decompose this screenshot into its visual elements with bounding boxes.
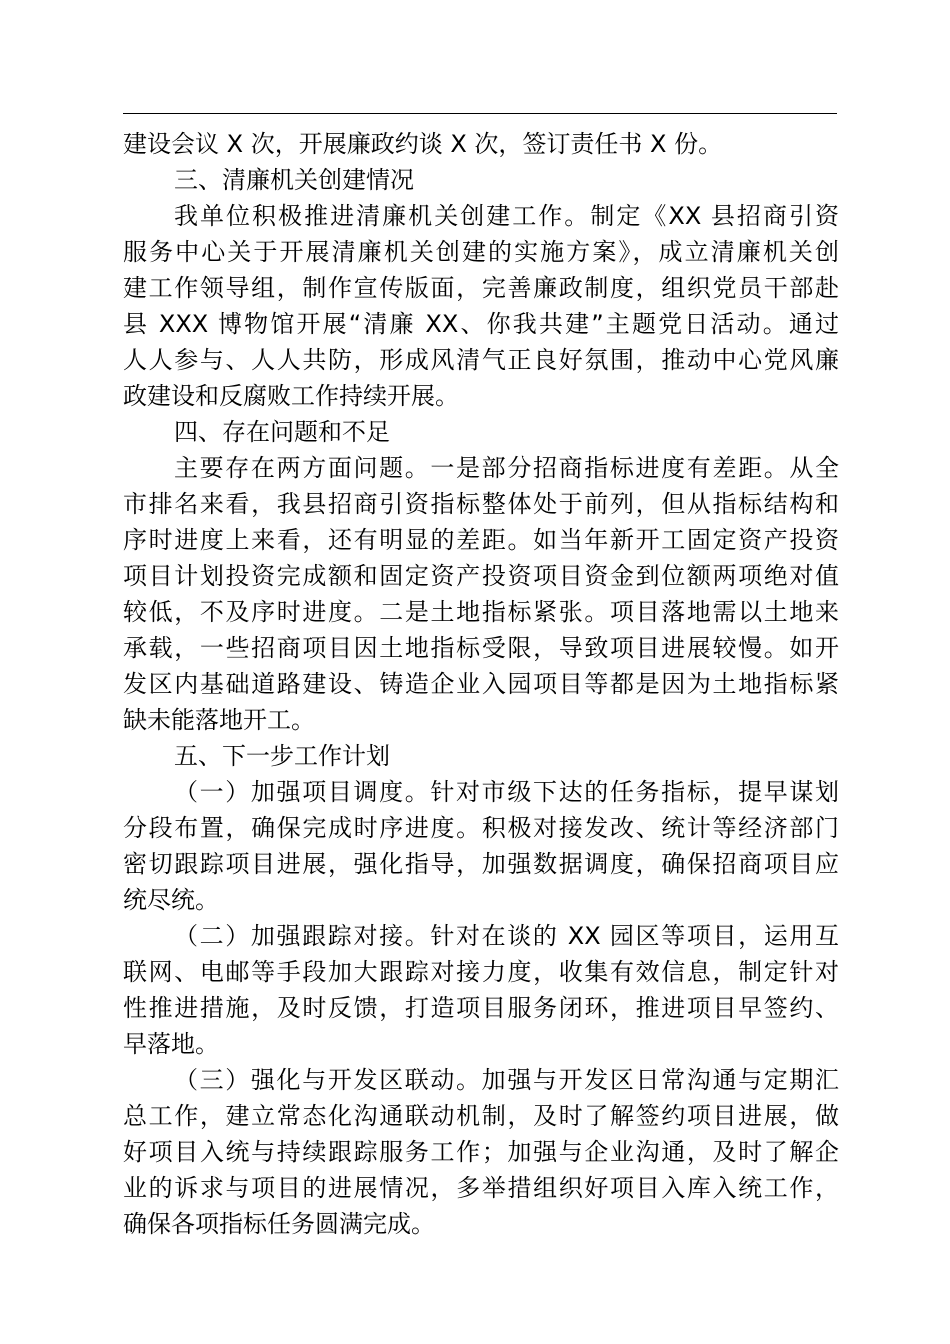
text-line: 总工作，建立常态化沟通联动机制，及时了解签约项目进展，做 — [123, 1102, 839, 1130]
text-line: 分段布置，确保完成时序进度。积极对接发改、统计等经济部门 — [123, 814, 839, 842]
text-line: 建设会议 X 次，开展廉政约谈 X 次，签订责任书 X 份。 — [123, 130, 723, 158]
text-line: 联网、电邮等手段加大跟踪对接力度，收集有效信息，制定针对 — [123, 958, 839, 986]
text-line: 项目计划投资完成额和固定资产投资项目资金到位额两项绝对值 — [123, 562, 839, 590]
text-line: 确保各项指标任务圆满完成。 — [123, 1210, 435, 1238]
text-line: 承载，一些招商项目因土地指标受限，导致项目进展较慢。如开 — [123, 634, 839, 662]
section-heading-5: 五、下一步工作计划 — [174, 742, 390, 770]
text-line: 序时进度上来看，还有明显的差距。如当年新开工固定资产投资 — [123, 526, 839, 554]
text-line: 我单位积极推进清廉机关创建工作。制定《XX 县招商引资 — [174, 202, 839, 230]
text-line: 密切跟踪项目进展，强化指导，加强数据调度，确保招商项目应 — [123, 850, 839, 878]
text-line: 业的诉求与项目的进展情况，多举措组织好项目入库入统工作， — [123, 1174, 839, 1202]
header-rule — [123, 113, 837, 114]
document-body — [123, 126, 839, 1242]
text-line: （三）强化与开发区联动。加强与开发区日常沟通与定期汇 — [174, 1066, 839, 1094]
section-heading-4: 四、存在问题和不足 — [174, 418, 390, 446]
text-line: 人人参与、人人共防，形成风清气正良好氛围，推动中心党风廉 — [123, 346, 839, 374]
text-line: 缺未能落地开工。 — [123, 706, 315, 734]
text-line: 发区内基础道路建设、铸造企业入园项目等都是因为土地指标紧 — [123, 670, 839, 698]
text-line: 统尽统。 — [123, 886, 219, 914]
text-line: 性推进措施，及时反馈，打造项目服务闭环，推进项目早签约、 — [123, 994, 839, 1022]
text-line: 主要存在两方面问题。一是部分招商指标进度有差距。从全 — [174, 454, 839, 482]
text-line: 政建设和反腐败工作持续开展。 — [123, 382, 459, 410]
text-line: 建工作领导组，制作宣传版面，完善廉政制度，组织党员干部赴 — [123, 274, 839, 302]
text-line: （二）加强跟踪对接。针对在谈的 XX 园区等项目，运用互 — [174, 922, 839, 950]
text-line: 市排名来看，我县招商引资指标整体处于前列，但从指标结构和 — [123, 490, 839, 518]
text-line: 县 XXX 博物馆开展“清廉 XX、你我共建”主题党日活动。通过 — [123, 310, 839, 338]
text-line: 早落地。 — [123, 1030, 219, 1058]
section-heading-3: 三、清廉机关创建情况 — [174, 166, 414, 194]
text-line: 好项目入统与持续跟踪服务工作；加强与企业沟通，及时了解企 — [123, 1138, 839, 1166]
text-line: 服务中心关于开展清廉机关创建的实施方案》，成立清廉机关创 — [123, 238, 839, 266]
text-line: （一）加强项目调度。针对市级下达的任务指标，提早谋划 — [174, 778, 839, 806]
text-line: 较低，不及序时进度。二是土地指标紧张。项目落地需以土地来 — [123, 598, 839, 626]
